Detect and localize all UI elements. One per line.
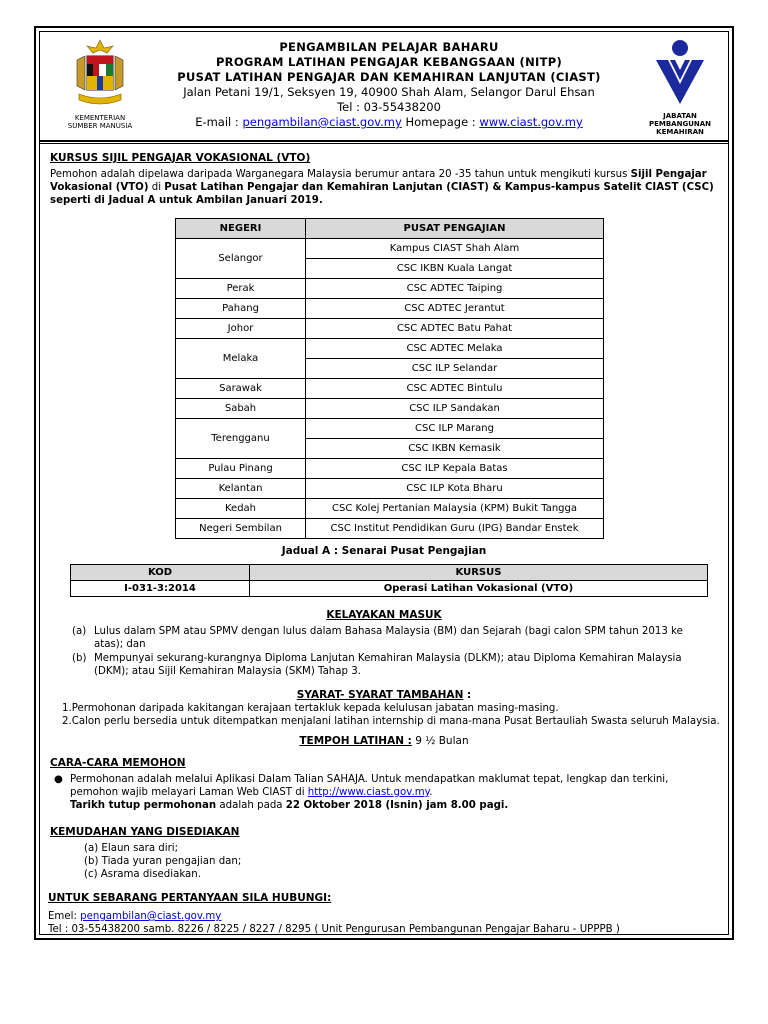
- coat-of-arms-icon: [69, 38, 131, 108]
- header-text: [150, 40, 628, 130]
- table-row: [176, 399, 604, 419]
- course-code: I-031-3:2014: [71, 581, 250, 597]
- jpk-caption-line2: PEMBANGUNAN: [648, 120, 712, 128]
- homepage-label: Homepage :: [401, 115, 480, 129]
- intro-text-2: di: [148, 182, 165, 193]
- contact-tel: Tel : 03-55438200 samb. 8226 / 8225 / 8227 / 8295 ( Unit Pengurusan Pembangunan Pengajar Baharu - UPPPB ): [48, 924, 620, 935]
- table-row: [176, 279, 604, 299]
- syarat-colon: :: [463, 689, 472, 701]
- centre-cell: CSC ADTEC Melaka: [306, 339, 604, 359]
- centre-cell: CSC ILP Kepala Batas: [306, 459, 604, 479]
- table-row: [71, 581, 708, 597]
- state-cell: Johor: [176, 319, 306, 339]
- intro-text-1: Pemohon adalah dipelawa daripada Warganegara Malaysia berumur antara 20 -35 tahun untuk mengikuti kursus: [50, 169, 631, 180]
- course-title: KURSUS SIJIL PENGAJAR VOKASIONAL (VTO): [50, 152, 311, 164]
- state-cell: Sarawak: [176, 379, 306, 399]
- cara-item: [50, 773, 718, 812]
- list-marker: (b): [72, 653, 87, 664]
- cara-section: [50, 757, 718, 812]
- homepage-link[interactable]: www.ciast.gov.my: [479, 115, 583, 129]
- kemudahan-section: [50, 826, 718, 881]
- cara-text-2: .: [429, 787, 433, 798]
- table-header-row: [71, 565, 708, 581]
- course-name: Operasi Latihan Vokasional (VTO): [250, 581, 708, 597]
- header-contact-line: [150, 115, 628, 130]
- deadline-mid: adalah pada: [216, 800, 286, 811]
- document-inner-frame: [39, 31, 729, 935]
- deadline-line: [70, 799, 718, 812]
- column-header-course: KURSUS: [250, 565, 708, 581]
- email-label: E-mail :: [195, 115, 243, 129]
- jpk-caption-line3: KEMAHIRAN: [656, 128, 704, 136]
- study-centres-body: [176, 239, 604, 539]
- table-a-caption: Jadual A : Senarai Pusat Pengajian: [281, 545, 487, 557]
- state-cell: Selangor: [176, 239, 306, 279]
- state-cell: Sabah: [176, 399, 306, 419]
- cara-body: [70, 773, 718, 812]
- header-divider: [40, 140, 728, 142]
- list-item: 2.Calon perlu bersedia untuk ditempatkan menjalani latihan internship di mana-mana Pusat Bertauliah Swasta seluruh Malaysia.: [62, 716, 720, 727]
- list-item: (a) Elaun sara diri;: [84, 843, 179, 854]
- state-cell: Pulau Pinang: [176, 459, 306, 479]
- centre-cell: CSC ILP Selandar: [306, 359, 604, 379]
- syarat-title: [40, 689, 728, 701]
- header-tel: Tel : 03-55438200: [337, 100, 441, 114]
- header-email-link[interactable]: pengambilan@ciast.gov.my: [242, 115, 402, 129]
- table-row: [176, 339, 604, 359]
- list-text: Lulus dalam SPM atau SPMV dengan lulus dalam Bahasa Malaysia (BM) dan Sejarah (bagi calon SPM tahun 2013 ke atas); dan: [94, 626, 683, 650]
- contact-email-label: Emel:: [48, 911, 81, 922]
- state-cell: Kelantan: [176, 479, 306, 499]
- syarat-title-text: SYARAT- SYARAT TAMBAHAN: [296, 689, 464, 701]
- contact-title: UNTUK SEBARANG PERTANYAAN SILA HUBUNGI:: [48, 892, 332, 904]
- header-divider-thin: [40, 143, 728, 144]
- course-intro: [50, 168, 718, 207]
- deadline-label: Tarikh tutup permohonan: [70, 800, 217, 811]
- intro-bold-2: Pusat Latihan Pengajar dan Kemahiran Lanjutan (CIAST) & Kampus-kampus Satelit CIAST (CSC) seperti di Jadual A untuk Ambilan Januari 2019.: [50, 182, 714, 206]
- column-header-state: NEGERI: [176, 219, 306, 239]
- kelayakan-title: KELAYAKAN MASUK: [326, 609, 442, 621]
- centre-cell: CSC Institut Pendidikan Guru (IPG) Bandar Enstek: [306, 519, 604, 539]
- table-row: [176, 459, 604, 479]
- jpk-logo-icon: [652, 38, 708, 108]
- table-row: [176, 299, 604, 319]
- cara-text-1: Permohonan adalah melalui Aplikasi Dalam Talian SAHAJA. Untuk mendapatkan maklumat tepat, lengkap dan terkini, pemohon wajib melayari Laman Web CIAST di: [70, 774, 669, 798]
- table-row: [176, 499, 604, 519]
- table-row: [176, 379, 604, 399]
- centre-cell: CSC ADTEC Jerantut: [306, 299, 604, 319]
- column-header-centre: PUSAT PENGAJIAN: [306, 219, 604, 239]
- centre-cell: CSC ILP Marang: [306, 419, 604, 439]
- centre-cell: CSC Kolej Pertanian Malaysia (KPM) Bukit Tangga: [306, 499, 604, 519]
- tempoh-line: [40, 735, 728, 747]
- list-item: (c) Asrama disediakan.: [84, 869, 201, 880]
- ciast-website-link[interactable]: http://www.ciast.gov.my: [307, 787, 430, 798]
- tempoh-value: 9 ½ Bulan: [411, 735, 469, 747]
- study-centres-table: [175, 218, 604, 539]
- centre-cell: CSC ADTEC Taiping: [306, 279, 604, 299]
- centre-cell: CSC ADTEC Bintulu: [306, 379, 604, 399]
- list-item: [72, 625, 700, 651]
- list-text: Mempunyai sekurang-kurangnya Diploma Lanjutan Kemahiran Malaysia (DLKM); atau Diploma Kemahiran Malaysia (DKM); atau Sijil Kemahiran Malaysia (SKM) Tahap 3.: [94, 653, 682, 677]
- centre-cell: CSC ILP Kota Bharu: [306, 479, 604, 499]
- centre-cell: CSC IKBN Kemasik: [306, 439, 604, 459]
- cara-title: CARA-CARA MEMOHON: [50, 757, 186, 769]
- contact-section: [48, 892, 718, 936]
- ministry-caption-line1: KEMENTERIAN: [74, 114, 126, 122]
- centre-cell: Kampus CIAST Shah Alam: [306, 239, 604, 259]
- document-frame: [34, 26, 734, 940]
- jpk-logo: [636, 38, 724, 136]
- bullet-icon: ●: [54, 774, 63, 785]
- jpk-caption: [636, 112, 724, 136]
- list-marker: (a): [72, 626, 87, 637]
- header-program: PROGRAM LATIHAN PENGAJAR KEBANGSAAN (NITP): [215, 55, 563, 69]
- contact-email-line: [48, 910, 718, 923]
- table-row: [176, 419, 604, 439]
- table-header-row: [176, 219, 604, 239]
- jpk-caption-line1: JABATAN: [663, 112, 697, 120]
- state-cell: Terengganu: [176, 419, 306, 459]
- state-cell: Kedah: [176, 499, 306, 519]
- ministry-caption: [50, 114, 150, 130]
- centre-cell: CSC ADTEC Batu Pahat: [306, 319, 604, 339]
- table-row: [176, 479, 604, 499]
- centre-cell: CSC IKBN Kuala Langat: [306, 259, 604, 279]
- table-row: [176, 319, 604, 339]
- kelayakan-list: [72, 625, 700, 678]
- ministry-caption-line2: SUMBER MANUSIA: [67, 122, 133, 130]
- state-cell: Pahang: [176, 299, 306, 319]
- header-institution: PUSAT LATIHAN PENGAJAR DAN KEMAHIRAN LANJUTAN (CIAST): [177, 70, 601, 84]
- column-header-code: KOD: [71, 565, 250, 581]
- state-cell: Perak: [176, 279, 306, 299]
- list-item: [72, 652, 700, 678]
- ministry-crest: [50, 38, 150, 130]
- state-cell: Melaka: [176, 339, 306, 379]
- course-section: [50, 152, 718, 207]
- kemudahan-list: [50, 842, 718, 881]
- kemudahan-title: KEMUDAHAN YANG DISEDIAKAN: [50, 826, 240, 838]
- list-item: 1.Permohonan daripada kakitangan kerajaan tertakluk kepada kelulusan jabatan masing-masing.: [62, 703, 559, 714]
- tempoh-label: TEMPOH LATIHAN :: [299, 735, 412, 747]
- table-row: [176, 519, 604, 539]
- header-address: Jalan Petani 19/1, Seksyen 19, 40900 Shah Alam, Selangor Darul Ehsan: [183, 85, 595, 99]
- intro-bold-1: Sijil Pengajar Vokasional (VTO): [50, 169, 707, 193]
- course-code-table: [70, 564, 708, 597]
- contact-email-link[interactable]: pengambilan@ciast.gov.my: [80, 911, 222, 922]
- syarat-list: [62, 702, 720, 728]
- state-cell: Negeri Sembilan: [176, 519, 306, 539]
- header-title: PENGAMBILAN PELAJAR BAHARU: [279, 40, 499, 54]
- deadline-date: 22 Oktober 2018 (Isnin) jam 8.00 pagi.: [285, 800, 509, 811]
- centre-cell: CSC ILP Sandakan: [306, 399, 604, 419]
- table-row: [176, 239, 604, 259]
- list-item: (b) Tiada yuran pengajian dan;: [84, 856, 242, 867]
